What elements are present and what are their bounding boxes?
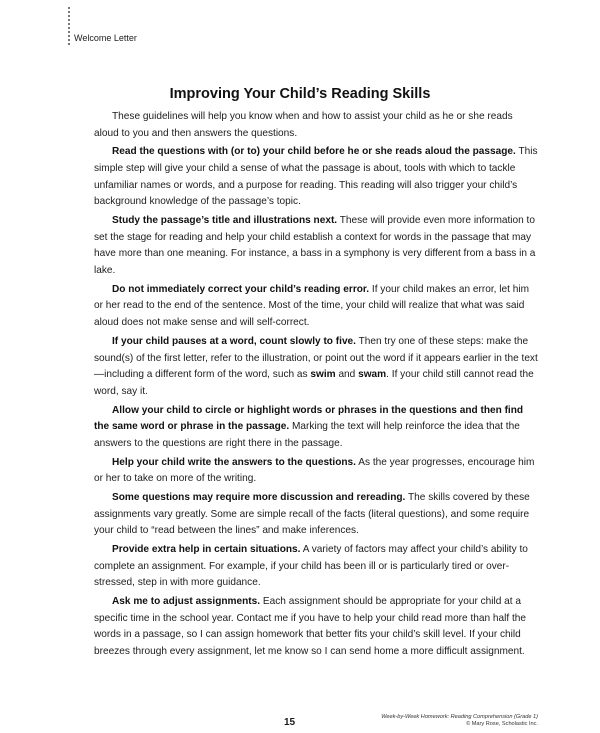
example-word: swam bbox=[358, 369, 387, 381]
letter-body bbox=[94, 109, 538, 663]
tip-paragraph bbox=[94, 542, 538, 592]
page-number: 15 bbox=[284, 717, 296, 728]
tip-heading: Read the questions with (or to) your child before he or she reads aloud the passage. bbox=[112, 146, 516, 158]
copyright: © Mary Rose, Scholastic Inc. bbox=[466, 721, 538, 727]
paragraph-text: As the year progresses, encourage him or her to take on more of the writing. bbox=[94, 456, 535, 485]
paragraph-text: and bbox=[335, 369, 359, 381]
tip-heading: Ask me to adjust assignments. bbox=[112, 596, 261, 608]
paragraph-text: These will provide even more information to set the stage for reading and help your child establish a context for words in the passage that may have more than one meaning. For instance, a bass in a symphony is very different from a bass in a lake. bbox=[94, 215, 536, 276]
tip-paragraph bbox=[94, 403, 538, 453]
paragraph-text: A variety of factors may affect your child’s ability to complete an assignment. For example, if your child has been ill or is particularly tired or over-stressed, step in with more guidance. bbox=[94, 544, 528, 589]
tip-paragraph bbox=[94, 144, 538, 210]
tip-heading: Provide extra help in certain situations. bbox=[112, 544, 301, 556]
section-label: Welcome Letter bbox=[74, 33, 137, 43]
example-word: swim bbox=[310, 369, 336, 381]
tip-paragraph bbox=[94, 490, 538, 540]
paragraph-text: Each assignment should be appropriate for your child at a specific time in the school year. Contact me if you have to help your child read more than half the words in a passage, so I can assign homework that better fits your child’s skill level. If your child breezes through every assignment, let me know so I can send home a more difficult assignment. bbox=[94, 596, 527, 658]
paragraph-text: Then try one of these steps: make the sound(s) of the first letter, refer to the illustration, or point out the word if it appears earlier in the text—including a different form of the word, such as bbox=[94, 335, 538, 381]
paragraph-text: This simple step will give your child a sense of what the passage is about, tools with which to tackle unfamiliar names or words, and a purpose for reading. This reading will also trigger your child’s background knowledge of the passage’s topic. bbox=[94, 146, 538, 208]
tip-paragraph bbox=[94, 282, 538, 332]
paragraph-text: The skills covered by these assignments vary greatly. Some are simple recall of the facts (literal questions), and some require your child to “read between the lines” and make inferences. bbox=[94, 492, 530, 537]
tip-heading: Allow your child to circle or highlight words or phrases in the questions and then find the same word or phrase in the passage. bbox=[94, 404, 524, 433]
tip-heading: If your child pauses at a word, count slowly to five. bbox=[112, 335, 356, 347]
paragraph-text: If your child makes an error, let him or her read to the end of the sentence. Most of the time, your child will realize that what was said aloud does not make sense and will self-correct. bbox=[94, 283, 529, 329]
paragraph-text: . If your child still cannot read the word, say it. bbox=[94, 369, 534, 397]
paragraph-text: These guidelines will help you know when and how to assist your child as he or she reads aloud to you and then answers the questions. bbox=[94, 111, 513, 139]
tip-paragraph bbox=[94, 334, 538, 400]
intro-paragraph bbox=[94, 109, 538, 142]
tip-heading: Study the passage’s title and illustrations next. bbox=[112, 215, 338, 227]
dotted-margin-rule bbox=[68, 6, 70, 46]
book-title: Week-by-Week Homework: Reading Comprehension (Grade 1) bbox=[381, 714, 538, 720]
tip-paragraph bbox=[94, 594, 538, 660]
tip-heading: Do not immediately correct your child’s reading error. bbox=[112, 283, 370, 295]
paragraph-text: Marking the text will help reinforce the idea that the answers to the questions are right there in the passage. bbox=[94, 421, 520, 449]
tip-paragraph bbox=[94, 213, 538, 279]
tip-heading: Some questions may require more discussion and rereading. bbox=[112, 492, 406, 504]
page-title: Improving Your Child’s Reading Skills bbox=[169, 86, 431, 102]
tip-heading: Help your child write the answers to the questions. bbox=[112, 456, 356, 468]
tip-paragraph bbox=[94, 455, 538, 488]
footer-credits bbox=[381, 714, 538, 728]
